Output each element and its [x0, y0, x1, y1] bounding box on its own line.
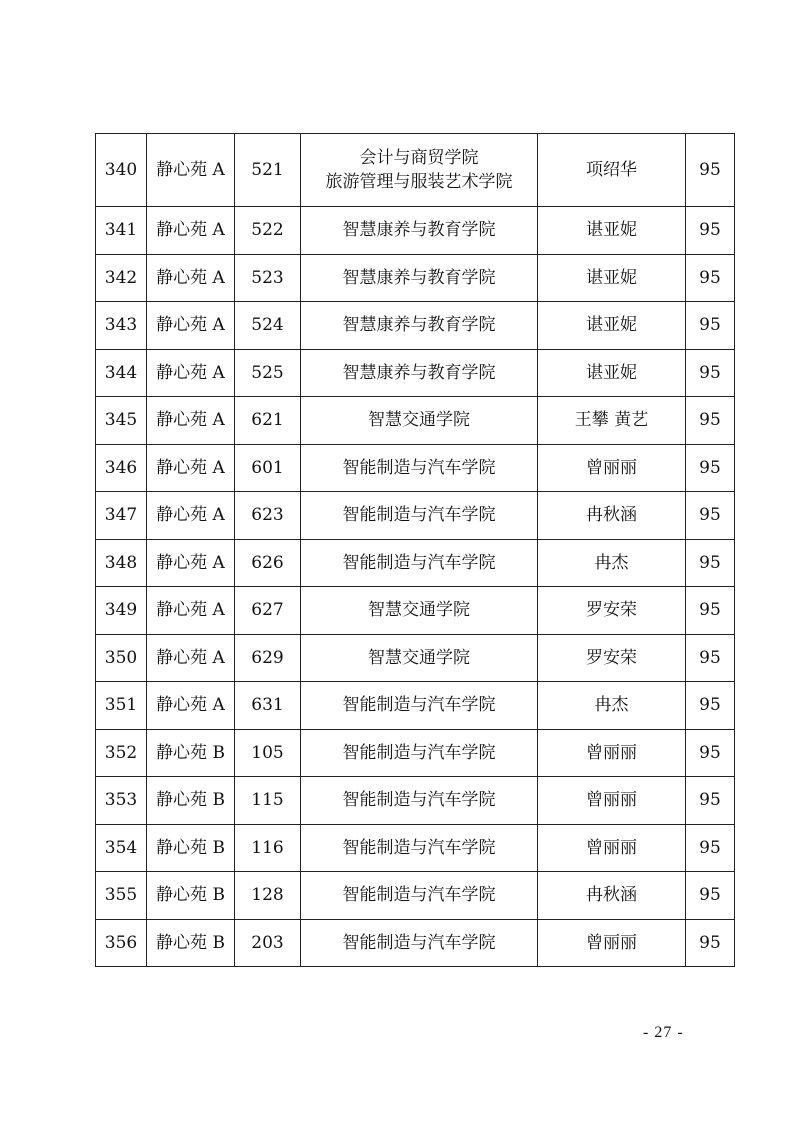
cell-person: 曾丽丽 — [538, 777, 686, 825]
cell-building: 静心苑 B — [147, 872, 235, 920]
cell-room: 523 — [235, 254, 301, 302]
cell-room: 626 — [235, 539, 301, 587]
cell-room: 629 — [235, 634, 301, 682]
cell-score: 95 — [686, 492, 735, 540]
cell-building: 静心苑 A — [147, 492, 235, 540]
college-name: 智能制造与汽车学院 — [342, 552, 496, 573]
cell-number: 354 — [96, 824, 147, 872]
college-name: 智慧交通学院 — [368, 410, 470, 431]
cell-college — [301, 254, 538, 302]
cell-person: 项绍华 — [538, 134, 686, 207]
cell-building: 静心苑 B — [147, 777, 235, 825]
cell-college — [301, 587, 538, 635]
cell-number: 342 — [96, 254, 147, 302]
cell-college — [301, 824, 538, 872]
table-row — [96, 824, 735, 872]
cell-number: 347 — [96, 492, 147, 540]
cell-college — [301, 919, 538, 967]
cell-building: 静心苑 A — [147, 634, 235, 682]
college-name: 智能制造与汽车学院 — [342, 790, 496, 811]
cell-number: 343 — [96, 302, 147, 350]
table-row — [96, 587, 735, 635]
college-name: 智能制造与汽车学院 — [342, 457, 496, 478]
cell-room: 128 — [235, 872, 301, 920]
college-name: 旅游管理与服装艺术学院 — [325, 172, 513, 192]
table-row — [96, 729, 735, 777]
cell-number: 346 — [96, 444, 147, 492]
table-row — [96, 872, 735, 920]
cell-score: 95 — [686, 872, 735, 920]
cell-score: 95 — [686, 397, 735, 445]
cell-building: 静心苑 B — [147, 729, 235, 777]
cell-score: 95 — [686, 824, 735, 872]
table-body — [96, 134, 735, 967]
cell-college — [301, 444, 538, 492]
cell-number: 351 — [96, 682, 147, 730]
cell-person: 曾丽丽 — [538, 729, 686, 777]
college-name: 智慧康养与教育学院 — [342, 315, 496, 336]
table-row — [96, 207, 735, 255]
college-name: 智能制造与汽车学院 — [342, 742, 496, 763]
cell-number: 349 — [96, 587, 147, 635]
cell-room: 631 — [235, 682, 301, 730]
cell-person: 曾丽丽 — [538, 444, 686, 492]
cell-number: 352 — [96, 729, 147, 777]
cell-person: 谌亚妮 — [538, 207, 686, 255]
cell-number: 353 — [96, 777, 147, 825]
college-name: 智慧交通学院 — [368, 600, 470, 621]
college-name: 智能制造与汽车学院 — [342, 885, 496, 906]
cell-room: 627 — [235, 587, 301, 635]
cell-college — [301, 134, 538, 207]
cell-person: 冉杰 — [538, 539, 686, 587]
dormitory-score-table — [95, 133, 735, 967]
table-row — [96, 634, 735, 682]
cell-score: 95 — [686, 302, 735, 350]
cell-room: 623 — [235, 492, 301, 540]
cell-score: 95 — [686, 682, 735, 730]
college-name: 智能制造与汽车学院 — [342, 695, 496, 716]
table-row — [96, 254, 735, 302]
cell-number: 345 — [96, 397, 147, 445]
cell-college — [301, 729, 538, 777]
college-name: 智能制造与汽车学院 — [342, 505, 496, 526]
table-row — [96, 919, 735, 967]
cell-person: 曾丽丽 — [538, 919, 686, 967]
college-name: 会计与商贸学院 — [359, 148, 479, 168]
dormitory-score-table-container — [95, 133, 734, 967]
cell-room: 116 — [235, 824, 301, 872]
cell-college — [301, 539, 538, 587]
cell-college — [301, 777, 538, 825]
cell-college — [301, 207, 538, 255]
cell-person: 王攀 黄艺 — [538, 397, 686, 445]
table-row — [96, 397, 735, 445]
cell-building: 静心苑 A — [147, 587, 235, 635]
cell-building: 静心苑 B — [147, 824, 235, 872]
college-name: 智慧康养与教育学院 — [342, 362, 496, 383]
cell-room: 521 — [235, 134, 301, 207]
cell-score: 95 — [686, 207, 735, 255]
cell-person: 曾丽丽 — [538, 824, 686, 872]
cell-number: 341 — [96, 207, 147, 255]
cell-room: 522 — [235, 207, 301, 255]
table-row — [96, 492, 735, 540]
college-name: 智慧康养与教育学院 — [342, 267, 496, 288]
cell-score: 95 — [686, 349, 735, 397]
cell-building: 静心苑 A — [147, 302, 235, 350]
cell-number: 355 — [96, 872, 147, 920]
cell-building: 静心苑 A — [147, 207, 235, 255]
cell-score: 95 — [686, 777, 735, 825]
college-name: 智能制造与汽车学院 — [342, 837, 496, 858]
cell-room: 203 — [235, 919, 301, 967]
table-row — [96, 349, 735, 397]
college-name: 智慧交通学院 — [368, 647, 470, 668]
cell-room: 524 — [235, 302, 301, 350]
cell-score: 95 — [686, 134, 735, 207]
cell-college — [301, 492, 538, 540]
cell-score: 95 — [686, 254, 735, 302]
cell-person: 冉杰 — [538, 682, 686, 730]
cell-person: 谌亚妮 — [538, 254, 686, 302]
cell-building: 静心苑 A — [147, 444, 235, 492]
cell-number: 350 — [96, 634, 147, 682]
cell-room: 105 — [235, 729, 301, 777]
college-name: 智慧康养与教育学院 — [342, 220, 496, 241]
page-number: - 27 - — [643, 1024, 684, 1041]
cell-score: 95 — [686, 539, 735, 587]
cell-person: 谌亚妮 — [538, 302, 686, 350]
table-row — [96, 777, 735, 825]
cell-building: 静心苑 A — [147, 397, 235, 445]
cell-score: 95 — [686, 919, 735, 967]
cell-building: 静心苑 A — [147, 539, 235, 587]
cell-college — [301, 682, 538, 730]
table-row — [96, 682, 735, 730]
table-row — [96, 444, 735, 492]
cell-room: 115 — [235, 777, 301, 825]
cell-score: 95 — [686, 444, 735, 492]
cell-score: 95 — [686, 634, 735, 682]
cell-number: 344 — [96, 349, 147, 397]
cell-building: 静心苑 A — [147, 134, 235, 207]
cell-room: 525 — [235, 349, 301, 397]
cell-number: 348 — [96, 539, 147, 587]
cell-building: 静心苑 A — [147, 349, 235, 397]
cell-room: 601 — [235, 444, 301, 492]
cell-person: 谌亚妮 — [538, 349, 686, 397]
cell-building: 静心苑 A — [147, 682, 235, 730]
cell-college — [301, 302, 538, 350]
college-name: 智能制造与汽车学院 — [342, 932, 496, 953]
table-row — [96, 302, 735, 350]
cell-room: 621 — [235, 397, 301, 445]
cell-person: 罗安荣 — [538, 587, 686, 635]
cell-number: 356 — [96, 919, 147, 967]
cell-college — [301, 349, 538, 397]
table-row — [96, 539, 735, 587]
cell-score: 95 — [686, 587, 735, 635]
cell-college — [301, 397, 538, 445]
cell-person: 罗安荣 — [538, 634, 686, 682]
cell-number: 340 — [96, 134, 147, 207]
cell-person: 冉秋涵 — [538, 492, 686, 540]
cell-person: 冉秋涵 — [538, 872, 686, 920]
cell-building: 静心苑 A — [147, 254, 235, 302]
cell-college — [301, 872, 538, 920]
table-row — [96, 134, 735, 207]
cell-building: 静心苑 B — [147, 919, 235, 967]
cell-score: 95 — [686, 729, 735, 777]
cell-college — [301, 634, 538, 682]
